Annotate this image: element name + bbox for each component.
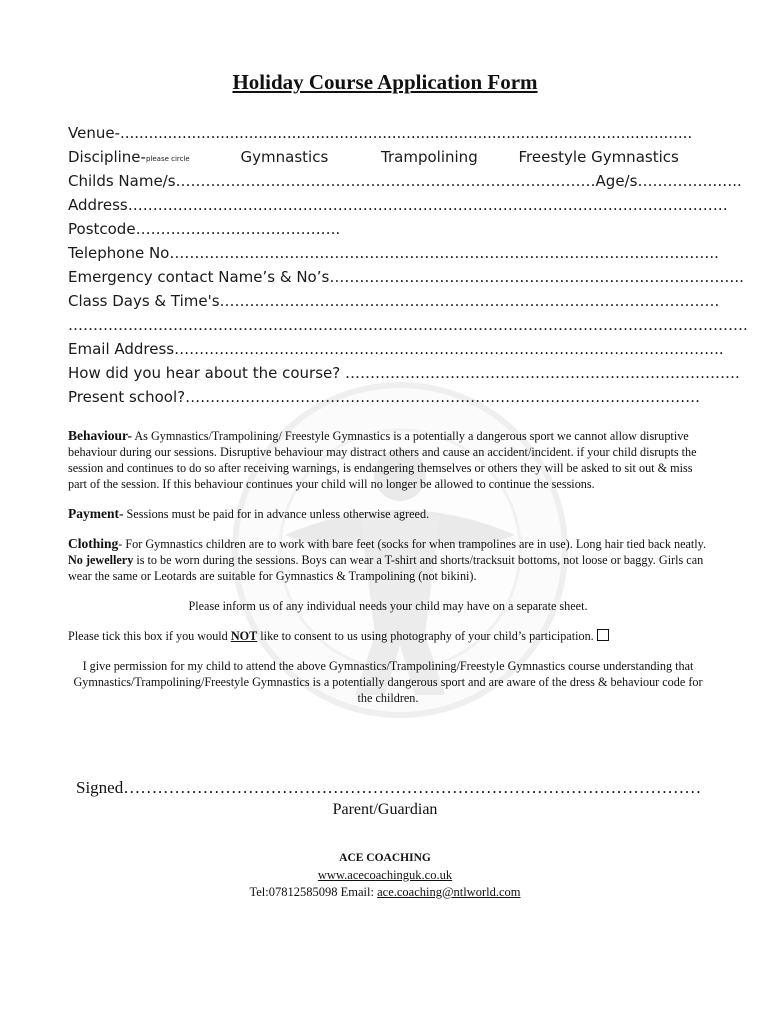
telephone-label: Telephone No bbox=[68, 244, 170, 262]
class-days-field[interactable] bbox=[68, 289, 718, 313]
emergency-contact-field[interactable] bbox=[68, 265, 744, 289]
payment-text: Sessions must be paid for in advance unless otherwise agreed. bbox=[123, 507, 430, 521]
clothing-text-a: - For Gymnastics children are to work with bare feet (socks for when trampolines are in use). Long hair tied back neatly. bbox=[118, 537, 707, 551]
email-dots: ……………………………………………………………………………………………….. bbox=[174, 340, 724, 358]
postcode-field[interactable] bbox=[68, 217, 718, 241]
form-fields bbox=[68, 121, 748, 409]
discipline-option-gymnastics[interactable]: Gymnastics bbox=[240, 148, 329, 166]
extra-line-dots: ………………………………………………………………………………………………………………………. bbox=[68, 316, 748, 334]
venue-dots: ........................................................................................................................ bbox=[119, 124, 693, 142]
discipline-option-trampolining[interactable]: Trampolining bbox=[381, 148, 478, 166]
postcode-dots: ………………………………….. bbox=[135, 220, 341, 238]
photo-consent-text-b: like to consent to us using photography of your child’s participation. bbox=[257, 629, 594, 643]
child-name-field[interactable] bbox=[68, 169, 742, 193]
venue-field[interactable] bbox=[68, 121, 718, 145]
school-dots: …………………………………………………………………………………………. bbox=[185, 388, 700, 406]
hear-about-label: How did you hear about the course? bbox=[68, 364, 341, 382]
email-label: Email Address bbox=[68, 340, 175, 358]
discipline-option-freestyle[interactable]: Freestyle Gymnastics bbox=[518, 148, 679, 166]
email-field[interactable] bbox=[68, 337, 724, 361]
payment-paragraph bbox=[68, 506, 708, 522]
terms-section bbox=[68, 428, 708, 720]
telephone-dots: ……………………………………………………………………………………………….. bbox=[169, 244, 719, 262]
tel-email-label: Tel:07812585098 Email: bbox=[249, 885, 378, 899]
form-title: Holiday Course Application Form bbox=[232, 70, 538, 94]
school-label: Present school? bbox=[68, 388, 186, 406]
photo-consent-text-a: Please tick this box if you would bbox=[68, 629, 231, 643]
behaviour-text: As Gymnastics/Trampolining/ Freestyle Gymnastics is a potentially a dangerous sport we cannot allow disruptive behaviour during our sessions. Disruptive behaviour may distract others and cause an accident/incident. if your child disrupts the session and continues to do so after receiving warnings, is endangering themselves or others they will be asked to sit out & miss part of the session. If this behaviour continues your child will no longer be allowed to continue the sessions. bbox=[68, 429, 697, 491]
hear-about-field[interactable] bbox=[68, 361, 740, 385]
school-field[interactable] bbox=[68, 385, 718, 409]
behaviour-lead: Behaviour- bbox=[68, 428, 132, 443]
venue-label: Venue- bbox=[68, 124, 120, 142]
email-link[interactable]: ace.coaching@ntlworld.com bbox=[377, 885, 521, 899]
clothing-lead: Clothing bbox=[68, 536, 119, 551]
age-label: Age/s bbox=[595, 172, 638, 190]
parent-guardian-label: Parent/Guardian bbox=[332, 801, 438, 818]
clothing-bold: No jewellery bbox=[68, 553, 134, 567]
address-label: Address bbox=[68, 196, 128, 214]
postcode-label: Postcode bbox=[68, 220, 136, 238]
class-days-label: Class Days & Time's bbox=[68, 292, 220, 310]
photo-consent-checkbox[interactable] bbox=[597, 629, 609, 641]
child-name-label: Childs Name/s bbox=[68, 172, 176, 190]
clothing-text-b: is to be worn during the sessions. Boys can wear a T-shirt and shorts/tracksuit bottoms, not loose or baggy. Girls can wear the same or Leotards are suitable for Gymnastics & Trampolining (not bikini). bbox=[68, 553, 704, 583]
photo-consent-not: NOT bbox=[230, 629, 258, 643]
website-link[interactable]: www.acecoachinguk.co.uk bbox=[317, 868, 453, 882]
telephone-field[interactable] bbox=[68, 241, 718, 265]
discipline-label: Discipline- bbox=[68, 148, 146, 166]
hear-about-dots: ……………………………………………………………………. bbox=[344, 364, 740, 382]
discipline-note: please circle bbox=[145, 155, 190, 163]
behaviour-paragraph bbox=[68, 428, 708, 492]
signed-dots: ………………………………………………………………………………………… bbox=[123, 778, 702, 797]
age-dots: …………….….. bbox=[637, 172, 742, 190]
child-name-dots: ………………………………………………………………………… bbox=[175, 172, 596, 190]
signature-line[interactable] bbox=[76, 778, 716, 798]
payment-lead: Payment- bbox=[68, 506, 124, 521]
org-name: ACE COACHING bbox=[339, 852, 431, 864]
emergency-contact-label: Emergency contact Name’s & No’s bbox=[68, 268, 330, 286]
address-field[interactable] bbox=[68, 193, 728, 217]
clothing-paragraph bbox=[68, 536, 708, 584]
address-dots: ………………………………………………………………………………………………………… bbox=[127, 196, 728, 214]
photo-consent bbox=[68, 628, 708, 644]
class-days-dots: ………………………………………………………………………………………. bbox=[219, 292, 720, 310]
emergency-contact-dots: ……………………………………………………………………….. bbox=[329, 268, 744, 286]
footer bbox=[0, 850, 770, 901]
signed-label: Signed bbox=[76, 778, 124, 797]
permission-statement: I give permission for my child to attend the above Gymnastics/Trampolining/Freestyle Gymnastics course understanding that Gymnastics/Trampolining/Freestyle Gymnastics is a potentially dangerous sport and are aware of the dress & behaviour code for the children. bbox=[73, 659, 703, 705]
class-days-extra-line[interactable] bbox=[68, 313, 748, 337]
discipline-field bbox=[68, 145, 718, 169]
needs-note: Please inform us of any individual needs your child may have on a separate sheet. bbox=[188, 599, 588, 613]
